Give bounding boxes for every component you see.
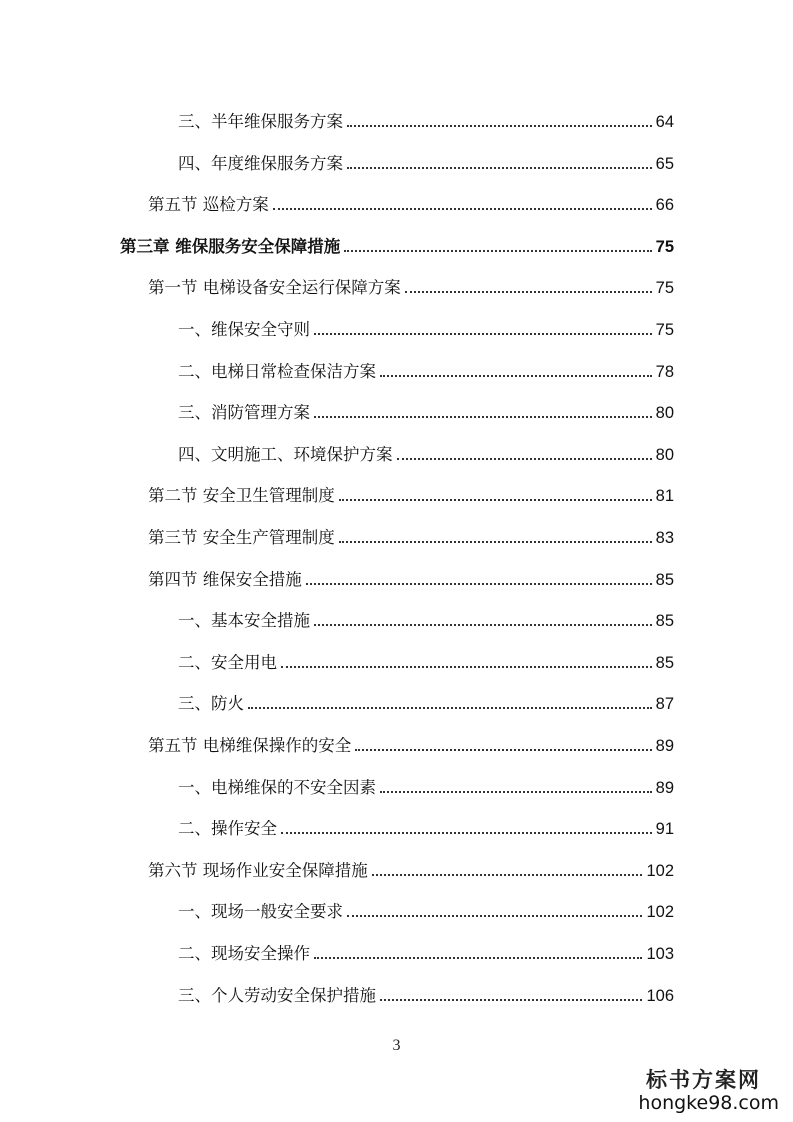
toc-entry-label: 第一节 电梯设备安全运行保障方案 [148, 278, 401, 298]
toc-leader-dots [248, 707, 652, 709]
watermark-url: hongke98.com [638, 1092, 779, 1114]
toc-entry-label: 第三章 维保服务安全保障措施 [120, 236, 341, 256]
toc-leader-dots [306, 583, 652, 585]
toc-entry[interactable] [178, 928, 674, 964]
toc-entry[interactable] [178, 678, 674, 714]
toc-entry-label: 第三节 安全生产管理制度 [148, 528, 335, 547]
toc-entry[interactable] [178, 886, 674, 922]
toc-entry-page: 75 [655, 279, 674, 298]
toc-entry-page: 102 [646, 861, 674, 880]
toc-entry-page: 106 [646, 986, 674, 1005]
toc-entry[interactable] [178, 803, 674, 839]
toc-entry-page: 85 [655, 570, 674, 589]
toc-entry-label: 一、维保安全守则 [178, 320, 310, 339]
toc-leader-dots [347, 125, 652, 127]
toc-entry-page: 91 [655, 820, 674, 839]
toc-entry[interactable] [178, 595, 674, 631]
toc-leader-dots [339, 499, 652, 501]
toc-entry[interactable] [148, 845, 674, 881]
toc-entry-page: 75 [655, 321, 674, 339]
watermark-site-name: 标书方案网 [646, 1067, 761, 1092]
toc-entry-label: 四、文明施工、环境保护方案 [178, 444, 393, 464]
toc-leader-dots [314, 416, 652, 418]
toc-entry-label: 第四节 维保安全措施 [148, 569, 302, 589]
toc-entry[interactable] [148, 554, 674, 590]
toc-entry-label: 一、现场一般安全要求 [178, 902, 343, 922]
toc-entry[interactable] [178, 304, 674, 340]
toc-entry-label: 二、现场安全操作 [178, 944, 310, 963]
toc-entry-page: 89 [655, 737, 674, 755]
toc-entry-label: 三、半年维保服务方案 [178, 112, 343, 131]
toc-leader-dots [405, 291, 652, 293]
toc-entry[interactable] [178, 387, 674, 423]
toc-leader-dots [314, 957, 642, 959]
toc-entry-label: 第五节 电梯维保操作的安全 [148, 736, 352, 755]
toc-entry-label: 一、电梯维保的不安全因素 [178, 777, 376, 797]
toc-entry-label: 二、操作安全 [178, 819, 277, 839]
toc-entry-page: 103 [646, 945, 674, 963]
toc-entry-page: 66 [655, 196, 674, 215]
toc-entry-label: 第二节 安全卫生管理制度 [148, 486, 335, 506]
toc-entry[interactable] [148, 179, 674, 215]
toc-entry-page: 85 [655, 612, 674, 631]
toc-entry[interactable] [120, 221, 674, 257]
toc-entry-label: 三、防火 [178, 694, 244, 714]
toc-leader-dots [397, 458, 652, 460]
toc-leader-dots [344, 250, 651, 252]
toc-leader-dots [380, 999, 642, 1001]
toc-entry-label: 二、电梯日常检查保洁方案 [178, 361, 376, 381]
toc-leader-dots [339, 541, 652, 543]
toc-entry-label: 第五节 巡检方案 [148, 195, 269, 215]
toc-entry-page: 81 [655, 487, 674, 506]
toc-entry-label: 三、消防管理方案 [178, 403, 310, 423]
toc-entry[interactable] [178, 970, 674, 1006]
toc-leader-dots [355, 749, 651, 751]
toc-leader-dots [372, 874, 643, 876]
toc-entry-page: 87 [655, 695, 674, 714]
toc-entry-page: 80 [655, 404, 674, 423]
toc-entry-page: 102 [646, 903, 674, 922]
toc-leader-dots [273, 208, 652, 210]
toc-leader-dots [380, 791, 652, 793]
toc-leader-dots [314, 333, 652, 335]
toc-entry-page: 64 [655, 113, 674, 131]
toc-entry-label: 一、基本安全措施 [178, 611, 310, 631]
toc-entry-label: 第六节 现场作业安全保障措施 [148, 860, 368, 880]
toc-entry[interactable] [178, 346, 674, 382]
toc-entry-label: 二、安全用电 [178, 652, 277, 672]
toc-entry[interactable] [148, 512, 674, 548]
toc-entry-page: 80 [655, 445, 674, 464]
toc-entry[interactable] [178, 96, 674, 132]
toc-entry[interactable] [148, 262, 674, 298]
toc-leader-dots [347, 915, 642, 917]
toc-entry-page: 89 [655, 778, 674, 797]
toc-leader-dots [347, 167, 652, 169]
toc-entry[interactable] [148, 720, 674, 756]
watermark [638, 1064, 779, 1114]
toc-entry[interactable] [178, 637, 674, 673]
toc-entry-label: 三、个人劳动安全保护措施 [178, 985, 376, 1005]
toc-entry[interactable] [178, 138, 674, 174]
toc-leader-dots [281, 832, 652, 834]
toc-entry-label: 四、年度维保服务方案 [178, 153, 343, 173]
toc-entry[interactable] [178, 429, 674, 465]
toc-entry-page: 75 [655, 237, 674, 256]
page-number: 3 [392, 1037, 401, 1054]
toc-leader-dots [380, 375, 652, 377]
toc-entry[interactable] [148, 470, 674, 506]
toc-leader-dots [314, 624, 652, 626]
toc-leader-dots [281, 666, 652, 668]
toc-entry-page: 85 [655, 653, 674, 672]
toc-entry-page: 65 [655, 154, 674, 173]
toc-entry-page: 78 [655, 362, 674, 381]
toc-entry-page: 83 [655, 529, 674, 547]
toc-entry[interactable] [178, 762, 674, 798]
